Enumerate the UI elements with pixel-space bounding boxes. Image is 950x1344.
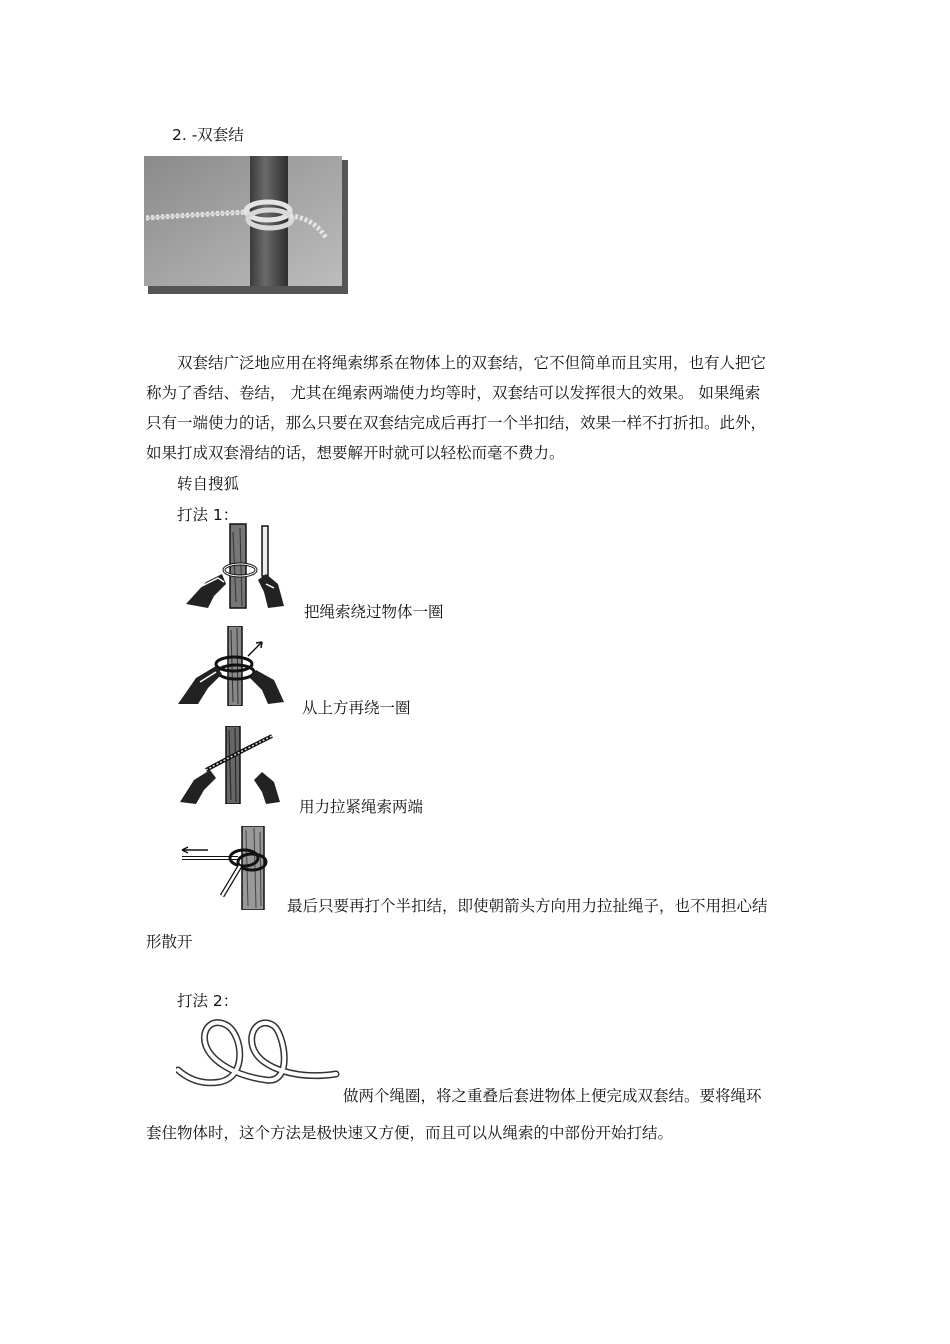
intro-line: 只有一端使力的话，那么只要在双套结完成后再打一个半扣结，效果一样不打折扣。此外， — [146, 414, 767, 432]
step2-caption: 从上方再绕一圈 — [302, 699, 411, 717]
intro-line: 如果打成双套滑结的话，想要解开时就可以轻松而毫不费力。 — [146, 444, 565, 462]
method2-caption-line1: 做两个绳圈，将之重叠后套进物体上便完成双套结。要将绳环 — [343, 1087, 762, 1105]
two-loops-illustration — [176, 1014, 340, 1094]
step4-caption-continued: 形散开 — [146, 933, 193, 951]
method2-heading: 打法 2： — [177, 992, 239, 1010]
method2-caption-line2: 套住物体时，这个方法是极快速又方便，而且可以从绳索的中部份开始打结。 — [146, 1124, 674, 1142]
clove-hitch-photo — [144, 156, 344, 290]
step3-illustration — [176, 726, 288, 804]
intro-line: 双套结广泛地应用在将绳索绑系在物体上的双套结，它不但简单而且实用，也有人把它 — [177, 354, 767, 372]
method1-heading: 打法 1： — [177, 506, 239, 524]
section-title: 2. -双套结 — [172, 126, 244, 144]
step3-caption: 用力拉紧绳索两端 — [299, 798, 424, 816]
source-note: 转自搜狐 — [177, 475, 240, 493]
intro-paragraph — [146, 348, 804, 468]
step1-caption: 把绳索绕过物体一圈 — [304, 603, 444, 621]
step4-illustration — [178, 826, 274, 910]
intro-line: 称为了香结、卷结， 尤其在绳索两端使力均等时，双套结可以发挥很大的效果。 如果绳索 — [146, 384, 761, 402]
step1-illustration — [178, 522, 294, 610]
step4-caption: 最后只要再打个半扣结，即使朝箭头方向用力拉扯绳子，也不用担心结 — [287, 897, 768, 915]
step2-illustration — [176, 626, 292, 706]
